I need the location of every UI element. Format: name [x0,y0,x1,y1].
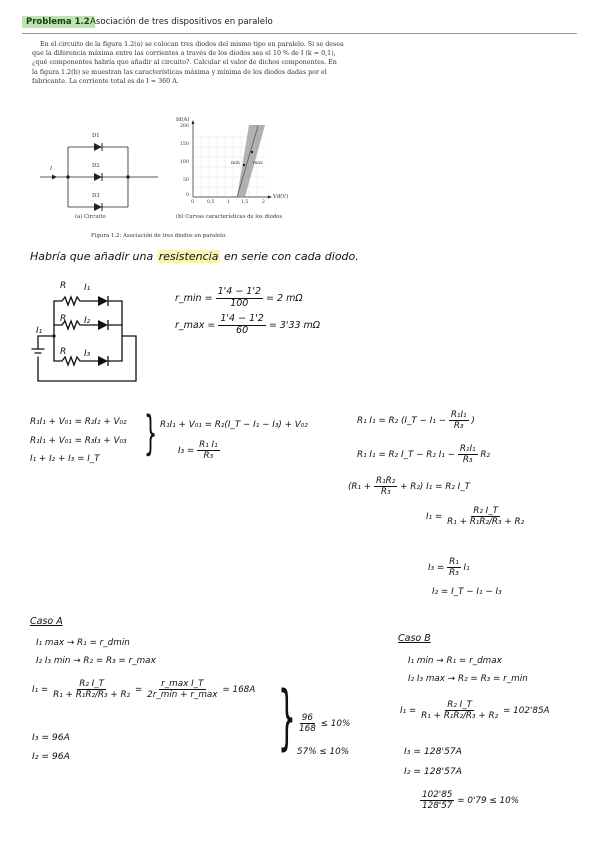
hand-circuit-sketch [24,283,154,388]
step4-lhs: I₁ = [426,512,443,523]
diode-characteristic-graph [192,120,273,199]
system-eq-3: I₁ + I₂ + I₃ = I_T [30,454,100,464]
diode-d1-icon [94,143,102,151]
caso-b-line-1: I₁ min → R₁ = r_dmax [408,656,502,666]
y-tick: 150 [180,142,189,147]
caso-a-lhs: I₁ = [32,685,49,696]
diode-d3-icon [94,203,102,211]
x-tick: 1 [227,200,230,205]
header-rule [22,33,577,34]
step1-fraction [449,410,469,431]
caso-b-den: R₁ + R₁R₂/R₃ + R₂ [421,711,499,722]
statement-line: la figura 1.2(b) se muestran las características máxima y mínima de los diodos dadas por el [32,68,327,76]
step2-num: R₁I₁ [459,444,476,454]
sketch-label-r3: R [60,347,67,357]
x-tick: 0 [191,200,194,205]
rmax-lhs: r_max = [175,319,216,331]
caso-a-percent: 57% ≤ 10% [297,747,350,757]
step3-num: R₁R₂ [376,476,396,486]
caso-a-i2: I₂ = 96A [32,751,70,762]
caso-a-i3: I₃ = 96A [32,732,70,743]
rmin-lhs: r_min = [175,292,213,304]
sketch-label-it: I₁ [36,326,43,336]
curve-min-label: min [231,161,240,166]
diode-label-d1: D1 [92,133,100,139]
caso-a-ratio-den: 168 [299,724,316,735]
sketch-label-i2: I₂ [84,316,91,326]
i3-num: R₁ I₁ [199,440,218,450]
step3-end: + R₂) I₁ = R₂ I_T [400,482,471,493]
caption-b: (b) Curvas características de los diodos [176,214,283,220]
caso-a-ratio [297,713,350,734]
step3-den: R₃ [380,487,391,498]
caso-a-ratio-compare: ≤ 10% [320,719,351,730]
diode-d2-icon [94,173,102,181]
rmax-fraction [218,314,265,337]
graph-ylabel: Id(A) [176,117,190,123]
caso-a-line-2: I₂ I₃ min → R₂ = R₃ = r_max [36,656,156,666]
caso-b-fraction [419,700,500,721]
caso-b-ratio-num: 102'85 [422,790,453,800]
caso-a-fraction-1 [51,679,132,700]
caso-a-title: Caso A [30,616,63,627]
step4-fraction [445,506,526,527]
step4-num: R₂ I_T [473,506,499,516]
i3-fraction [197,440,220,461]
caso-a-equals: = [134,685,143,696]
rmax-result: = 3'33 mΩ [268,319,321,331]
rmin-num: 1'4 − 1'2 [217,286,261,297]
step1-end: ) [471,416,475,427]
caso-a-result: = 168A [222,685,256,696]
intro-text-a: Habría que añadir una [30,250,154,263]
caso-b-ratio-den: 128'57 [422,801,453,812]
y-tick: 50 [183,178,189,183]
curve-max-label: max [253,161,263,166]
caso-b-ratio [420,790,519,811]
derivation-step-2 [357,444,490,465]
step3-fraction [374,476,397,497]
step2-end: R₂ [480,450,491,461]
diode-label-d2: D2 [92,163,100,169]
derivation-step-3 [348,476,470,497]
statement-line: fabricante. La corriente total es de I = 360 A. [32,77,179,85]
step2-fraction [458,444,478,465]
rmin-result: = 2 mΩ [266,292,303,304]
rmin-equation [175,287,303,310]
statement-line: ¿qué componentes habría que añadir al circuito?. Calcular el valor de dichos componentes. En [32,59,337,67]
caso-b-i2: I₂ = 128'57A [404,766,462,777]
sketch-label-r1: R [60,281,67,291]
intro-text-b: en serie con cada diodo. [223,250,359,263]
problem-header [22,16,577,32]
rmin-den: 100 [230,297,249,309]
intro-sentence [30,250,359,263]
rmin-fraction [216,287,263,310]
step2-lhs: R₁ I₁ = R₂ I_T − R₂ I₁ − [357,450,456,461]
x-tick: 1,5 [241,200,249,205]
caso-b-lhs: I₁ = [400,706,417,717]
sketch-label-i1: I₁ [84,283,91,293]
caso-a-fraction-2 [145,679,219,700]
graph-xlabel: Vd(V) [273,194,289,200]
substitution-eq: R₁I₁ + V₀₁ = R₂(I_T − I₁ − I₃) + V₀₂ [160,420,308,430]
rmax-num: 1'4 − 1'2 [220,313,264,324]
step5-fraction [447,557,461,578]
system-brace: } [144,406,158,460]
y-tick: 0 [186,193,189,198]
figure-caption: Figura 1.2: Asociación de tres diodos en paralelo. [91,233,227,239]
rmax-equation [175,314,320,337]
step3-lhs: (R₁ + [348,482,372,493]
sketch-label-i3: I₃ [84,349,91,359]
problem-title: Asociación de tres dispositivos en paralelo [90,17,273,27]
sketch-label-r2: R [60,314,67,324]
step5-lhs: I₃ = [428,563,445,574]
step1-den: R₃ [453,421,464,432]
y-tick: 100 [180,160,189,165]
caso-a-ratio-fraction [297,713,318,734]
statement-line: que la diferencia máxima entre las corrientes a través de los diodos sea el 10 % de I (k = 0,1), [32,50,336,58]
caso-b-title: Caso B [398,633,431,644]
system-eq-1: R₁I₁ + V₀₁ = R₂I₂ + V₀₂ [30,417,127,427]
current-label: I [50,166,53,172]
derivation-step-4 [426,506,526,527]
caso-a-ratio-num: 96 [301,713,313,723]
caso-a-equation [32,679,255,700]
caso-a-brace: } [278,676,296,758]
problem-number-badge: Problema 1.2 [22,16,95,28]
step5-den: R₃ [449,568,459,579]
caso-b-i3: I₃ = 128'57A [404,746,462,757]
caso-b-equation [400,700,550,721]
caso-b-result: = 102'85A [502,706,550,717]
problem-statement [32,40,564,86]
x-tick: 0,5 [207,200,215,205]
caso-a-num-1: R₂ I_T [79,679,105,689]
statement-line: En el circuito de la figura 1.2(a) se colocan tres diodos del mismo tipo en paralelo. Si se desea [40,41,344,48]
i3-expression [178,440,220,461]
derivation-step-6: I₂ = I_T − I₁ − I₃ [432,587,502,597]
caso-a-den-1: R₁ + R₁R₂/R₃ + R₂ [53,690,131,701]
diode-label-d3: D3 [92,193,100,199]
caso-a-num-2: r_max I_T [161,679,204,689]
step1-lhs: R₁ I₁ = R₂ (I_T − I₁ − [357,416,447,427]
step5-end: I₁ [463,563,470,574]
derivation-step-5 [428,557,470,578]
caso-a-den-2: 2r_min + r_max [147,690,218,701]
current-arrow-icon [52,175,57,180]
x-tick: 2 [262,200,265,205]
step2-den: R₃ [462,455,473,466]
caption-a: (a) Circuito [75,214,106,220]
step5-num: R₁ [449,557,459,567]
caso-b-ratio-result: = 0'79 ≤ 10% [457,796,520,807]
system-eq-2: R₁I₁ + V₀₁ = R₃I₃ + V₀₃ [30,436,127,446]
intro-highlight: resistencia [158,250,219,263]
step1-num: R₁I₁ [450,410,467,420]
i3-den: R₃ [203,451,214,462]
caso-b-line-2: I₂ I₃ max → R₂ = R₃ = r_min [408,674,528,684]
step4-den: R₁ + R₁R₂/R₃ + R₂ [447,517,525,528]
caso-a-line-1: I₁ max → R₁ = r_dmin [36,638,130,648]
caso-b-ratio-fraction [420,790,454,811]
y-tick: 200 [180,124,189,129]
figure-1-2 [0,110,599,230]
rmax-den: 60 [236,324,249,336]
i3-lhs: I₃ = [178,446,195,457]
derivation-step-1 [357,410,475,431]
caso-b-num: R₂ I_T [447,700,473,710]
